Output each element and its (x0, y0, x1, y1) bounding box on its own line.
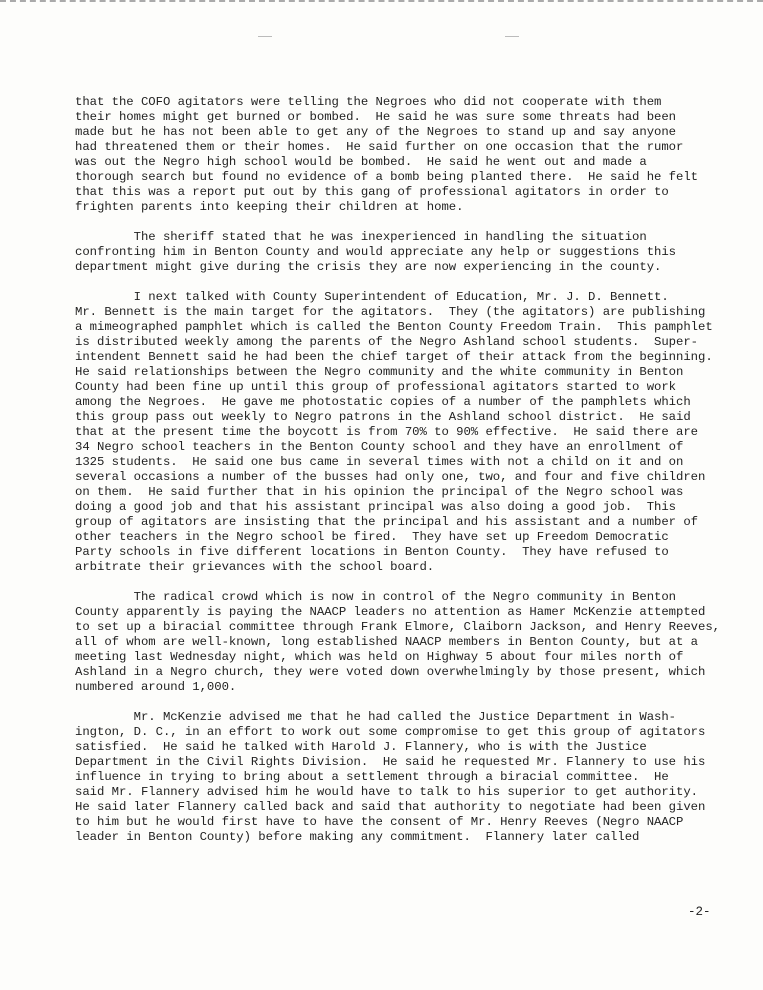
text-line: Mr. McKenzie advised me that he had called the Justice Department in Wash- (75, 710, 677, 724)
paragraph (75, 290, 755, 575)
text-line: Department in the Civil Rights Division. He said he requested Mr. Flannery to use his (75, 755, 706, 769)
text-line: this group pass out weekly to Negro patrons in the Ashland school district. He said (75, 410, 691, 424)
text-line: confronting him in Benton County and would appreciate any help or suggestions this (75, 245, 677, 259)
paragraph (75, 710, 755, 845)
text-line: County apparently is paying the NAACP leaders no attention as Hamer McKenzie attempted (75, 605, 706, 619)
paragraph (75, 95, 755, 215)
text-line: to him but he would first have to have the consent of Mr. Henry Reeves (Negro NAACP (75, 815, 684, 829)
text-line: Mr. Bennett is the main target for the agitators. They (the agitators) are publishing (75, 305, 706, 319)
page-number: -2- (688, 905, 711, 919)
text-line: meeting last Wednesday night, which was held on Highway 5 about four miles north of (75, 650, 684, 664)
text-line: that this was a report put out by this gang of professional agitators in order to (75, 185, 669, 199)
text-line: He said relationships between the Negro community and the white community in Benton (75, 365, 684, 379)
document-body (75, 95, 755, 860)
text-line: frighten parents into keeping their children at home. (75, 200, 464, 214)
text-line: a mimeographed pamphlet which is called the Benton County Freedom Train. This pamphlet (75, 320, 713, 334)
text-line: that at the present time the boycott is from 70% to 90% effective. He said there are (75, 425, 698, 439)
text-line: doing a good job and that his assistant principal was also doing a good job. This (75, 500, 677, 514)
text-line: Party schools in five different locations in Benton County. They have refused to (75, 545, 669, 559)
text-line: to set up a biracial committee through Frank Elmore, Claiborn Jackson, and Henry Reeves, (75, 620, 720, 634)
text-line: department might give during the crisis they are now experiencing in the county. (75, 260, 662, 274)
text-line: numbered around 1,000. (75, 680, 237, 694)
text-line: was out the Negro high school would be bombed. He said he went out and made a (75, 155, 647, 169)
scan-mark (258, 36, 272, 37)
text-line: 34 Negro school teachers in the Benton County school and they have an enrollment of (75, 440, 684, 454)
text-line: satisfied. He said he talked with Harold J. Flannery, who is with the Justice (75, 740, 647, 754)
text-line: 1325 students. He said one bus came in several times with not a child on it and on (75, 455, 684, 469)
text-line: several occasions a number of the busses had only one, two, and four and five children (75, 470, 706, 484)
text-line: The radical crowd which is now in control of the Negro community in Benton (75, 590, 677, 604)
text-line: I next talked with County Superintendent of Education, Mr. J. D. Bennett. (75, 290, 669, 304)
paragraph (75, 230, 755, 275)
text-line: had threatened them or their homes. He said further on one occasion that the rumor (75, 140, 684, 154)
text-line: that the COFO agitators were telling the Negroes who did not cooperate with them (75, 95, 662, 109)
text-line: on them. He said further that in his opinion the principal of the Negro school was (75, 485, 684, 499)
text-line: leader in Benton County) before making any commitment. Flannery later called (75, 830, 640, 844)
text-line: ington, D. C., in an effort to work out some compromise to get this group of agitators (75, 725, 706, 739)
text-line: all of whom are well-known, long established NAACP members in Benton County, but at a (75, 635, 698, 649)
text-line: The sheriff stated that he was inexperienced in handling the situation (75, 230, 647, 244)
text-line: among the Negroes. He gave me photostatic copies of a number of the pamphlets which (75, 395, 691, 409)
paragraph (75, 590, 755, 695)
text-line: intendent Bennett said he had been the chief target of their attack from the beginning. (75, 350, 713, 364)
text-line: said Mr. Flannery advised him he would have to talk to his superior to get authority. (75, 785, 698, 799)
text-line: He said later Flannery called back and said that authority to negotiate had been given (75, 800, 706, 814)
text-line: is distributed weekly among the parents of the Negro Ashland school students. Super- (75, 335, 698, 349)
text-line: other teachers in the Negro school be fired. They have set up Freedom Democratic (75, 530, 669, 544)
text-line: thorough search but found no evidence of a bomb being planted there. He said he felt (75, 170, 698, 184)
text-line: Ashland in a Negro church, they were voted down overwhelmingly by those present, which (75, 665, 706, 679)
page-top-edge (0, 0, 763, 10)
scan-mark (505, 36, 519, 37)
text-line: made but he has not been able to get any of the Negroes to stand up and say anyone (75, 125, 677, 139)
text-line: their homes might get burned or bombed. He said he was sure some threats had been (75, 110, 677, 124)
text-line: influence in trying to bring about a settlement through a biracial committee. He (75, 770, 669, 784)
text-line: arbitrate their grievances with the school board. (75, 560, 435, 574)
text-line: group of agitators are insisting that the principal and his assistant and a number of (75, 515, 698, 529)
text-line: County had been fine up until this group of professional agitators started to work (75, 380, 677, 394)
